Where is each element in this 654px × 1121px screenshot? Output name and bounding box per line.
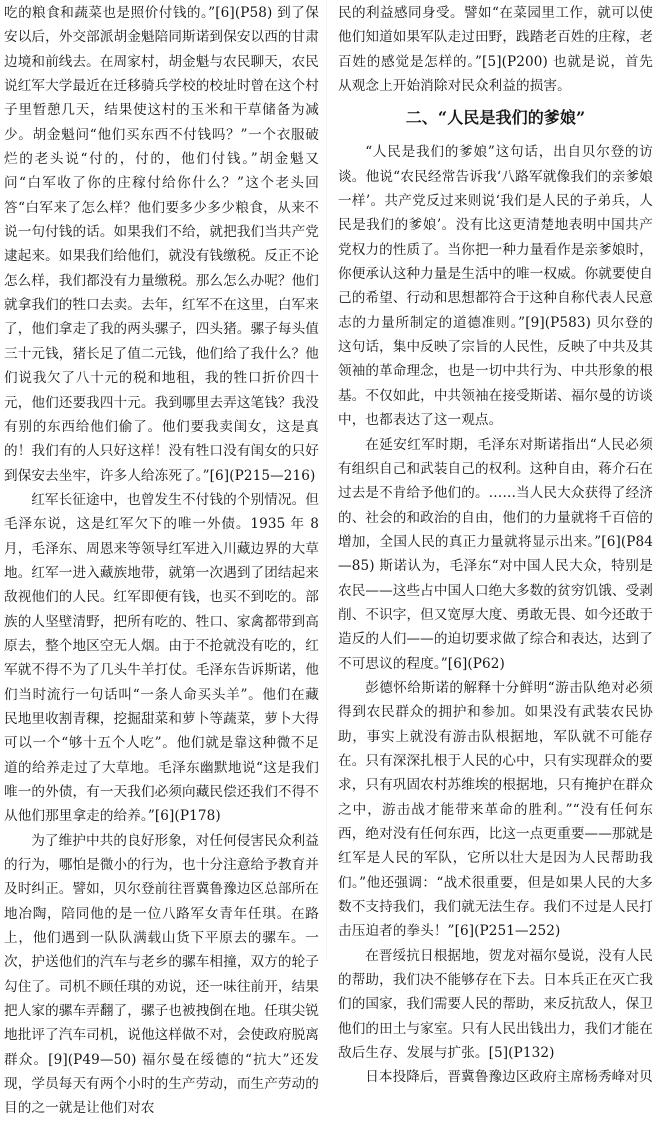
section-heading: 二、“人民是我们的爹娘” — [405, 108, 586, 128]
paragraph: 在晋绥抗日根据地，贺龙对福尔曼说，没有人民的帮助，我们决不能够存在下去。日本兵正在灭亡我们的国家，我们需要人民的帮助，来反抗敌人，保卫他们的田土与家室。只有人民出钱出力，我们才能在敌后生存、发展与扩张。[5](P132) — [338, 947, 653, 1062]
paragraph: 日本投降后，晋冀鲁豫边区政府主席杨秀峰对贝 — [365, 1069, 653, 1086]
column-gap — [326, 0, 327, 961]
paragraph: “人民是我们的爹娘”这句话，出自贝尔登的访谈。他说“农民经常告诉我‘八路军就像我们的亲爹娘一样’。共产党反过来则说‘我们是人民的子弟兵，人民是我们的爹娘’。没有比这更清楚地表明中国共产党权力的性质了。当你把一种力量看作是亲爹娘时，你便承认这种力量是生活中的唯一权威。你就要使自己的希望、行动和思想都符合于这种自称代表人民意志的力量所制定的道德准则。”[9](P583) 贝尔登的这句话，集中反映了宗旨的人民性，反映了中共及其领袖的革命理念，也是一切中共行为、中共形象的根基。不仅如此，中共领袖在接受斯诺、福尔曼的访谈中，也都表达了这一观点。 — [338, 144, 653, 429]
paragraph: 红军长征途中，也曾发生不付钱的个别情况。但毛泽东说，这是红军欠下的唯一外债。1935 年 8 月，毛泽东、周恩来等领导红军进入川藏边界的大草地。红军一进入藏族地带，就第一次遇到了团结起来敌视他们的人民。红军即便有钱，也买不到吃的。部族的人坚壁清野，把所有吃的、牲口、家禽都带到高原去，整个地区空无人烟。由于不抢就没有吃的，红军就不得不为了几头牛羊打仗。毛泽东告诉斯诺，他们当时流行一句话叫“一条人命买头羊”。他们在藏民地里收割青稞，挖掘甜菜和萝卜等蔬菜，萝卜大得可以一个“够十五个人吃”。他们就是靠这种微不足道的给养走过了大草地。毛泽东幽默地说“这是我们唯一的外债，有一天我们必须向藏民偿还我们不得不从他们那里拿走的给养。”[6](P178) — [4, 491, 319, 825]
paragraph: 在延安红军时期，毛泽东对斯诺指出“人民必须有组织自己和武装自己的权利。这种自由，蒋介石在过去是不肯给予他们的。……当人民大众获得了经济的、社会的和政治的自由，他们的力量就将千百倍的增加，全国人民的真正力量就将显示出来。”[6](P84—85) 斯诺认为，毛泽东“对中国人民大众，特别是农民——这些占中国人口绝大多数的贫穷饥饿、受剥削、不识字，但又宽厚大度、勇敢无畏、如今还敢于造反的人们——的迫切要求做了综合和表达，达到了不可思议的程度。”[6](P62) — [338, 436, 653, 672]
right-column — [338, 1, 653, 1090]
paragraph: 民的利益感同身受。譬如“在菜园里工作，就可以使他们知道如果军队走过田野，践踏老百姓的庄稼，老百姓的感觉是怎样的。”[5](P200) 也就是说，首先从观念上开始消除对民众利益的损害。 — [338, 5, 653, 95]
left-column — [4, 1, 319, 1121]
paragraph: 吃的粮食和蔬菜也是照价付钱的。”[6](P58) 到了保安以后，外交部派胡金魁陪同斯诺到保安以西的甘肃边境和前线去。在周家村，胡金魁与农民聊天，农民说红军大学最近在迁移骑兵学校的校址时曾在这个村子里暂憩几天，结果使这村的玉米和干草储备为减少。胡金魁问“他们买东西不付钱吗？”一个衣服破烂的老头说“付的，付的，他们付钱。”胡金魁又问“白军收了你的庄稼付给你什么？”这个老头回答“白军来了怎么样？他们要多少多少粮食，从来不说一句付钱的话。如果我们不给，就把我们当共产党逮起来。如果我们给他们，就没有钱缴税。反正不论怎么样，我们都没有力量缴税。那么怎么办呢？他们就拿我们的牲口去卖。去年，红军不在这里，白军来了，他们拿走了我的两头骡子，四头猪。骡子每头值三十元钱，猪长足了值二元钱，他们给了我什么？他们说我欠了八十元的税和地租，我的牲口折价四十元，他们还要我四十元。我到哪里去弄这笔钱？我没有别的东西给他们偷了。他们要我卖闺女，这是真的！我们有的人只好这样！没有牲口没有闺女的只好到保安去坐牢，许多人给冻死了。”[6](P215—216) — [4, 5, 319, 484]
paragraph: 彭德怀给斯诺的解释十分鲜明“游击队绝对必须得到农民群众的拥护和参加。如果没有武装农民协助，事实上就没有游击队根据地，军队就不可能存在。只有深深扎根于人民的心中，只有实现群众的要求，只有巩固农村苏维埃的根据地，只有掩护在群众之中，游击战才能带来革命的胜利。”“没有任何东西，绝对没有任何东西，比这一点更重要——那就是红军是人民的军队，它所以壮大是因为人民帮助我们。”他还强调：“战术很重要，但是如果人民的大多数不支持我们，我们就无法生存。我们不过是人民打击压迫者的拳头！”[6](P251—252) — [338, 679, 653, 940]
paragraph: 为了维护中共的良好形象，对任何侵害民众利益的行为，哪怕是微小的行为，也十分注意给予教育并及时纠正。譬如，贝尔登前往晋冀鲁豫边区总部所在地冶陶，陪同他的是一位八路军女青年任琪。在路上，他们遇到一队队满载山货下平原去的骡车。一次，护送他们的汽车与老乡的骡车相撞，双方的轮子勾住了。司机不顾任琪的劝说，还一味往前开，结果把人家的骡车弄翻了，骡子也被拽倒在地。任琪尖锐地批评了汽车司机，说他这样做不对，会使政府脱离群众。[9](P49—50) 福尔曼在绥德的“抗大”还发现，学员每天有两个小时的生产劳动，而生产劳动的目的之一就是让他们对农 — [4, 832, 319, 1117]
